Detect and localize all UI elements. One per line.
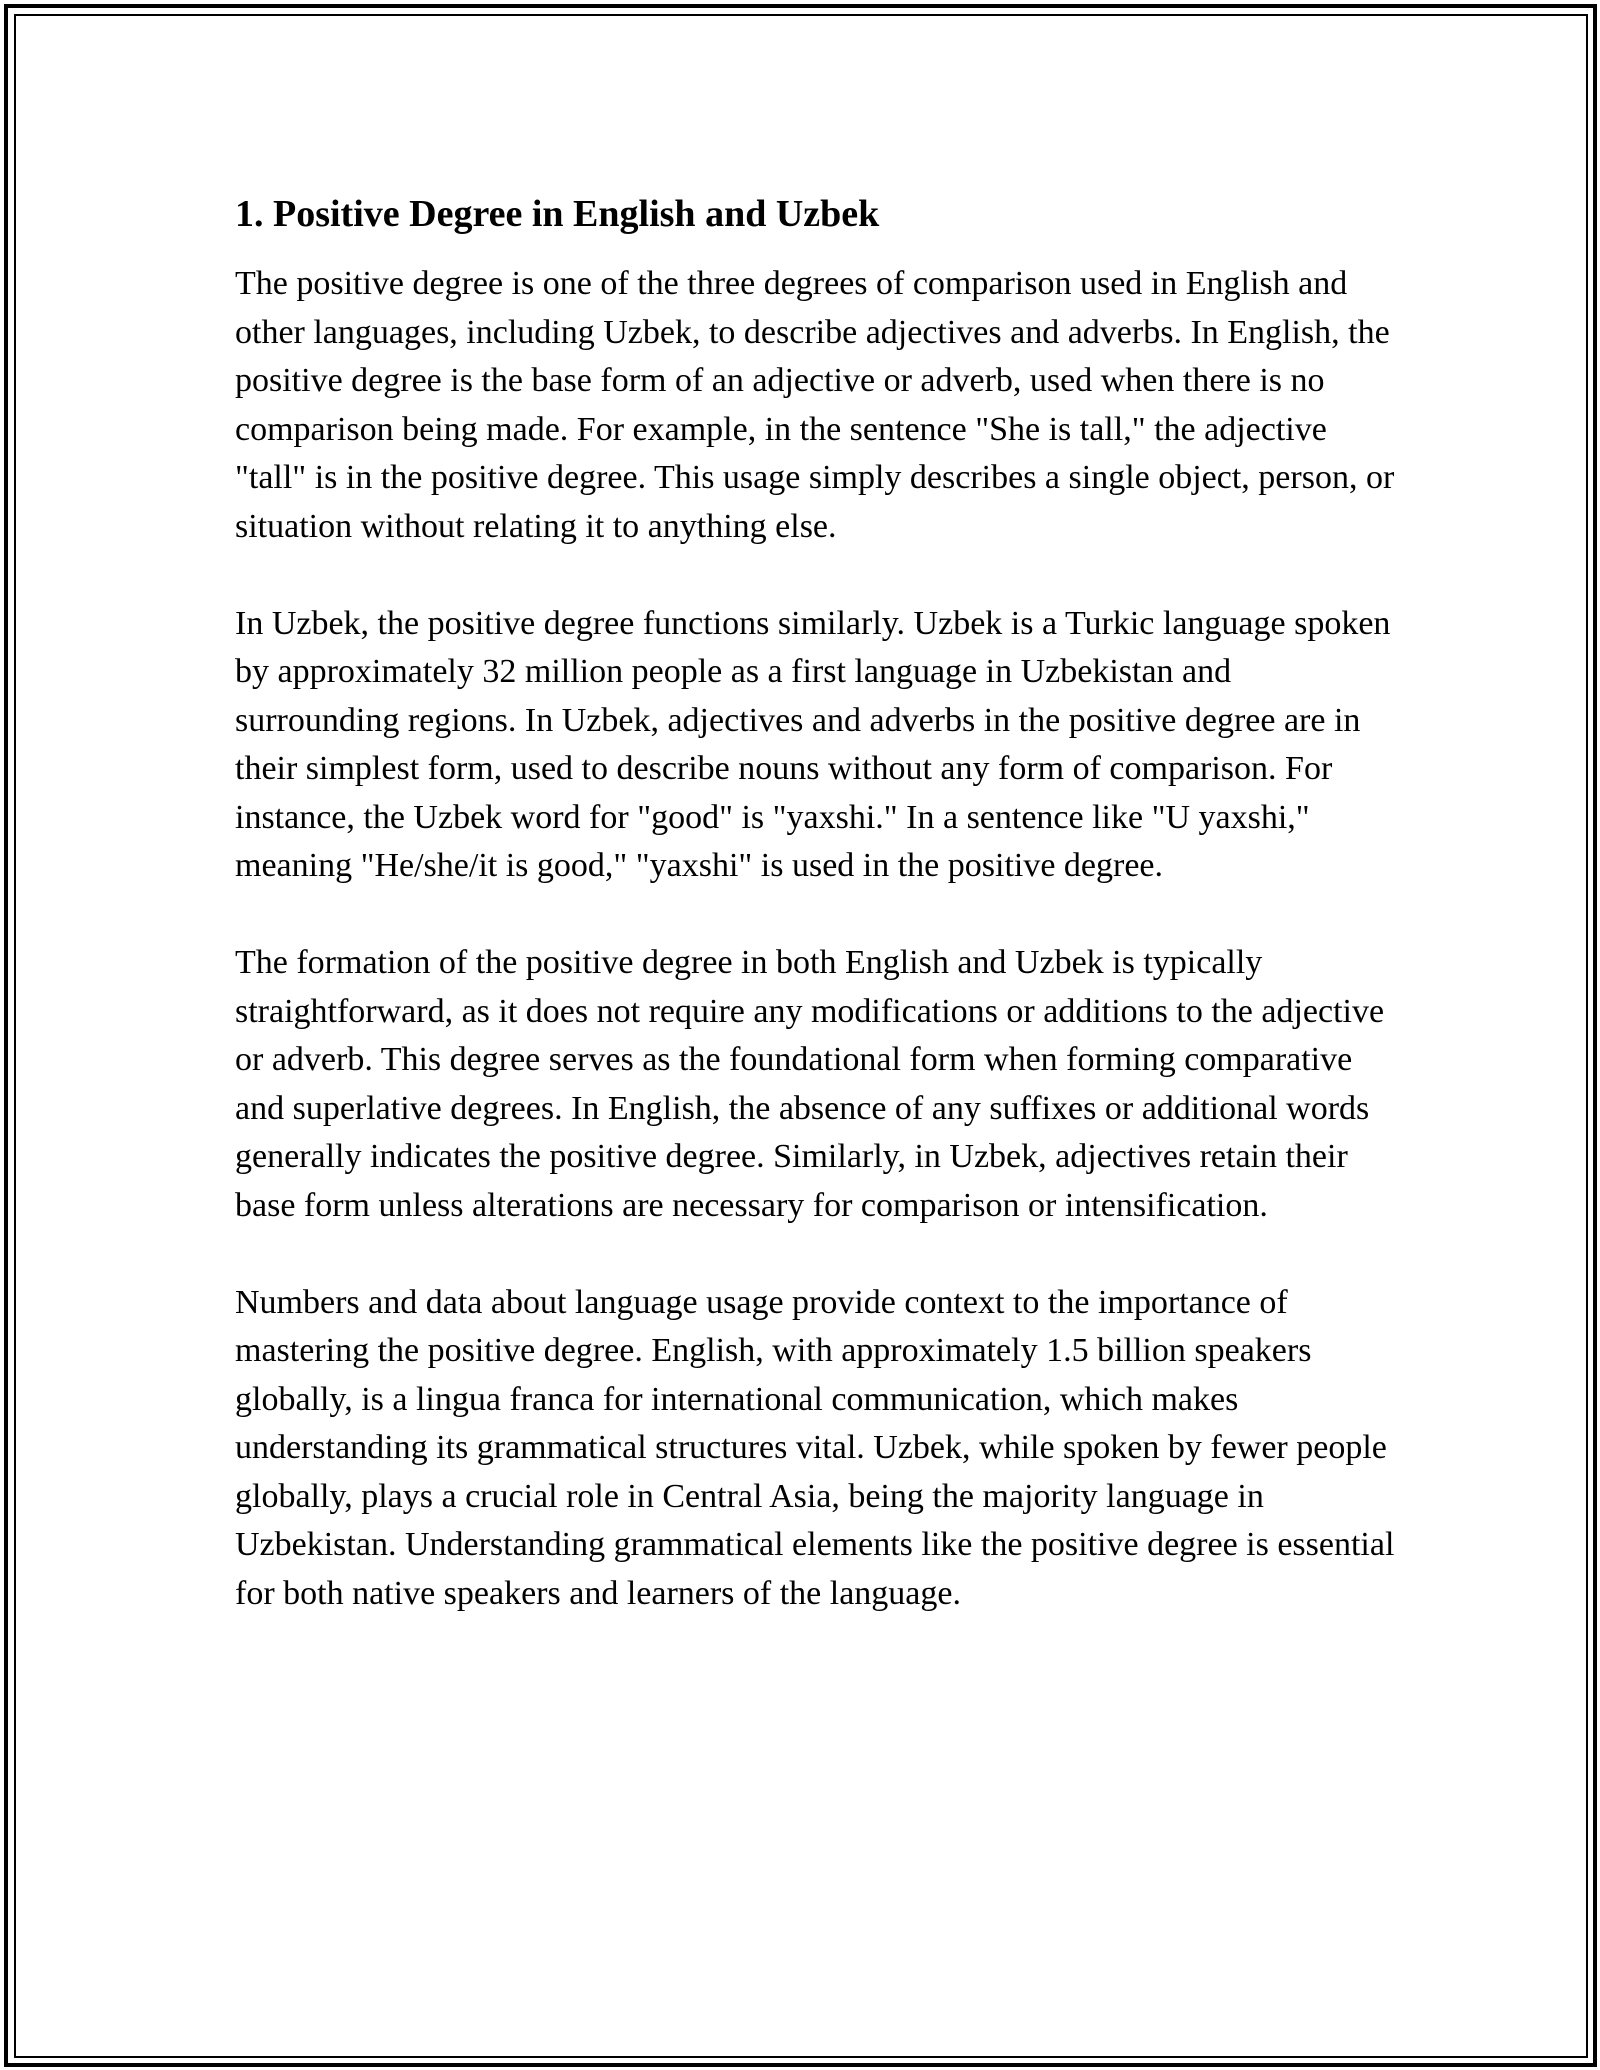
paragraph-2: In Uzbek, the positive degree functions similarly. Uzbek is a Turkic language spoken by approximately 32 million people as a first language in Uzbekistan and surrounding regions. In Uzbek, adjectives and adverbs in the positive degree are in their simplest form, used to describe nouns without any form of comparison. For instance, the Uzbek word for "good" is "yaxshi." In a sentence like "U yaxshi," meaning "He/she/it is good," "yaxshi" is used in the positive degree. xyxy=(235,604,1391,884)
paragraph-3: The formation of the positive degree in both English and Uzbek is typically straightforward, as it does not require any modifications or additions to the adjective or adverb. This degree serves as the foundational form when forming comparative and superlative degrees. In English, the absence of any suffixes or additional words generally indicates the positive degree. Similarly, in Uzbek, adjectives retain their base form unless alterations are necessary for comparison or intensification. xyxy=(235,944,1385,1224)
paragraph-list xyxy=(235,260,1395,1618)
paragraph-4: Numbers and data about language usage provide context to the importance of mastering the positive degree. English, with approximately 1.5 billion speakers globally, is a lingua franca for international communication, which makes understanding its grammatical structures vital. Uzbek, while spoken by fewer people globally, plays a crucial role in Central Asia, being the majority language in Uzbekistan. Understanding grammatical elements like the positive degree is essential for both native speakers and learners of the language. xyxy=(235,1283,1395,1612)
paragraph-1: The positive degree is one of the three degrees of comparison used in English and other languages, including Uzbek, to describe adjectives and adverbs. In English, the positive degree is the base form of an adjective or adverb, used when there is no comparison being made. For example, in the sentence "She is tall," the adjective "tall" is in the positive degree. This usage simply describes a single object, person, or situation without relating it to anything else. xyxy=(235,265,1395,545)
section-heading: 1. Positive Degree in English and Uzbek xyxy=(235,193,880,235)
document-body xyxy=(235,188,1395,1667)
